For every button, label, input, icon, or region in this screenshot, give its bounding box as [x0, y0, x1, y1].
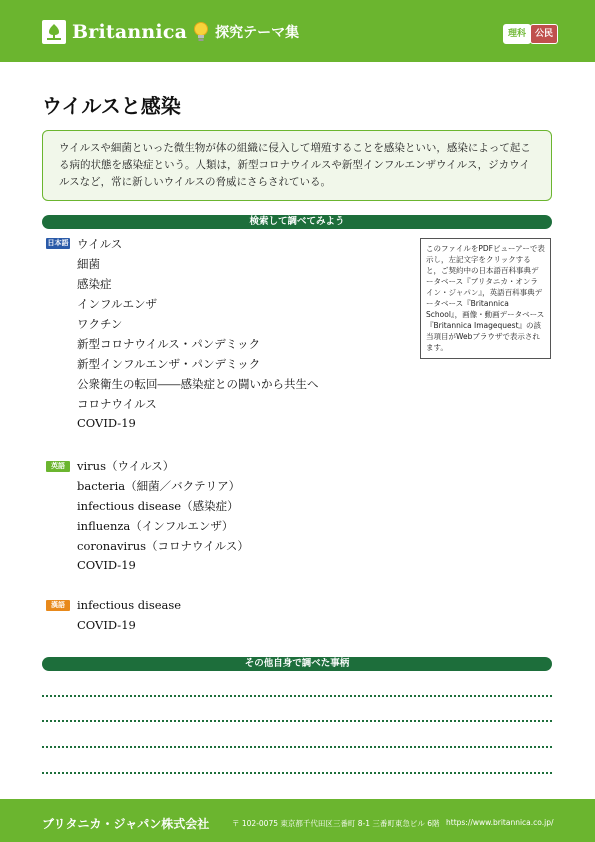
term-link[interactable]: infectious disease（感染症） [77, 499, 239, 513]
term-link[interactable]: インフルエンザ [77, 297, 158, 311]
term-link[interactable]: virus（ウイルス） [77, 459, 175, 473]
term-link[interactable]: 公衆衛生の転回――感染症との闘いから共生へ [77, 377, 319, 391]
term-link[interactable]: ウイルス [77, 237, 123, 251]
english-badge: 英語 [46, 461, 70, 472]
writing-line [42, 695, 552, 697]
term-link[interactable]: 細菌 [77, 257, 100, 271]
term-link[interactable]: 新型インフルエンザ・パンデミック [77, 357, 261, 371]
brand [42, 20, 299, 44]
company-address: 〒 102-0075 東京都千代田区三番町 8-1 三番町東急ビル 6階 [232, 819, 440, 828]
term-link[interactable]: infectious disease [77, 598, 182, 612]
lightbulb-icon [193, 20, 209, 44]
term-link[interactable]: bacteria（細菌／バクテリア） [77, 479, 241, 493]
intro-text: ウイルスや細菌といった微生物が体の組織に侵入して増殖することを感染といい，感染によって起こる病的状態を感染症という。人類は，新型コロナウイルスや新型インフルエンザウイルス，ジカウイルスなど，常に新しいウイルスの脅威にさらされている。 [59, 142, 531, 188]
term-link[interactable]: coronavirus（コロナウイルス） [77, 539, 249, 553]
note-box [420, 238, 551, 359]
term-link[interactable]: 新型コロナウイルス・パンデミック [77, 337, 261, 351]
writing-line [42, 746, 552, 748]
brand-name: Britannica [72, 21, 188, 43]
intro-box [42, 130, 552, 201]
thistle-logo-icon [42, 20, 66, 44]
writing-line [42, 772, 552, 774]
page-title: ウイルスと感染 [42, 94, 181, 118]
series-title: 探究テーマ集 [215, 25, 300, 41]
japanese-badge: 日本語 [47, 239, 69, 247]
subject-tag-civics: 公民 [530, 24, 558, 44]
note-text: このファイルをPDFビューアーで表示し，左記文字をクリックすると，ご契約中の日本語百科事典データベース『ブリタニカ・オンライン・ジャパン』，英語百科事典データベース『Britannica School』，画像・動画データベース『Britannica Imagequest』の該当項目がWebブラウザで表示されます。 [426, 244, 545, 352]
writing-line [42, 720, 552, 722]
term-link[interactable]: COVID-19 [77, 558, 136, 572]
other-section-heading: その他自身で調べた事柄 [42, 657, 552, 671]
search-section-heading: 検索して調べてみよう [42, 215, 552, 229]
term-link[interactable]: COVID-19 [77, 416, 136, 430]
chinese-badge: 漢語 [46, 600, 70, 611]
subject-tag-science: 理科 [503, 24, 531, 44]
term-link[interactable]: COVID-19 [77, 618, 136, 632]
company-name: ブリタニカ・ジャパン株式会社 [42, 817, 210, 831]
term-link[interactable]: コロナウイルス [77, 397, 157, 411]
term-link[interactable]: influenza（インフルエンザ） [77, 519, 234, 533]
term-link[interactable]: ワクチン [77, 317, 123, 331]
term-link[interactable]: 感染症 [77, 277, 112, 291]
website-link[interactable]: https://www.britannica.co.jp/ [446, 818, 554, 827]
